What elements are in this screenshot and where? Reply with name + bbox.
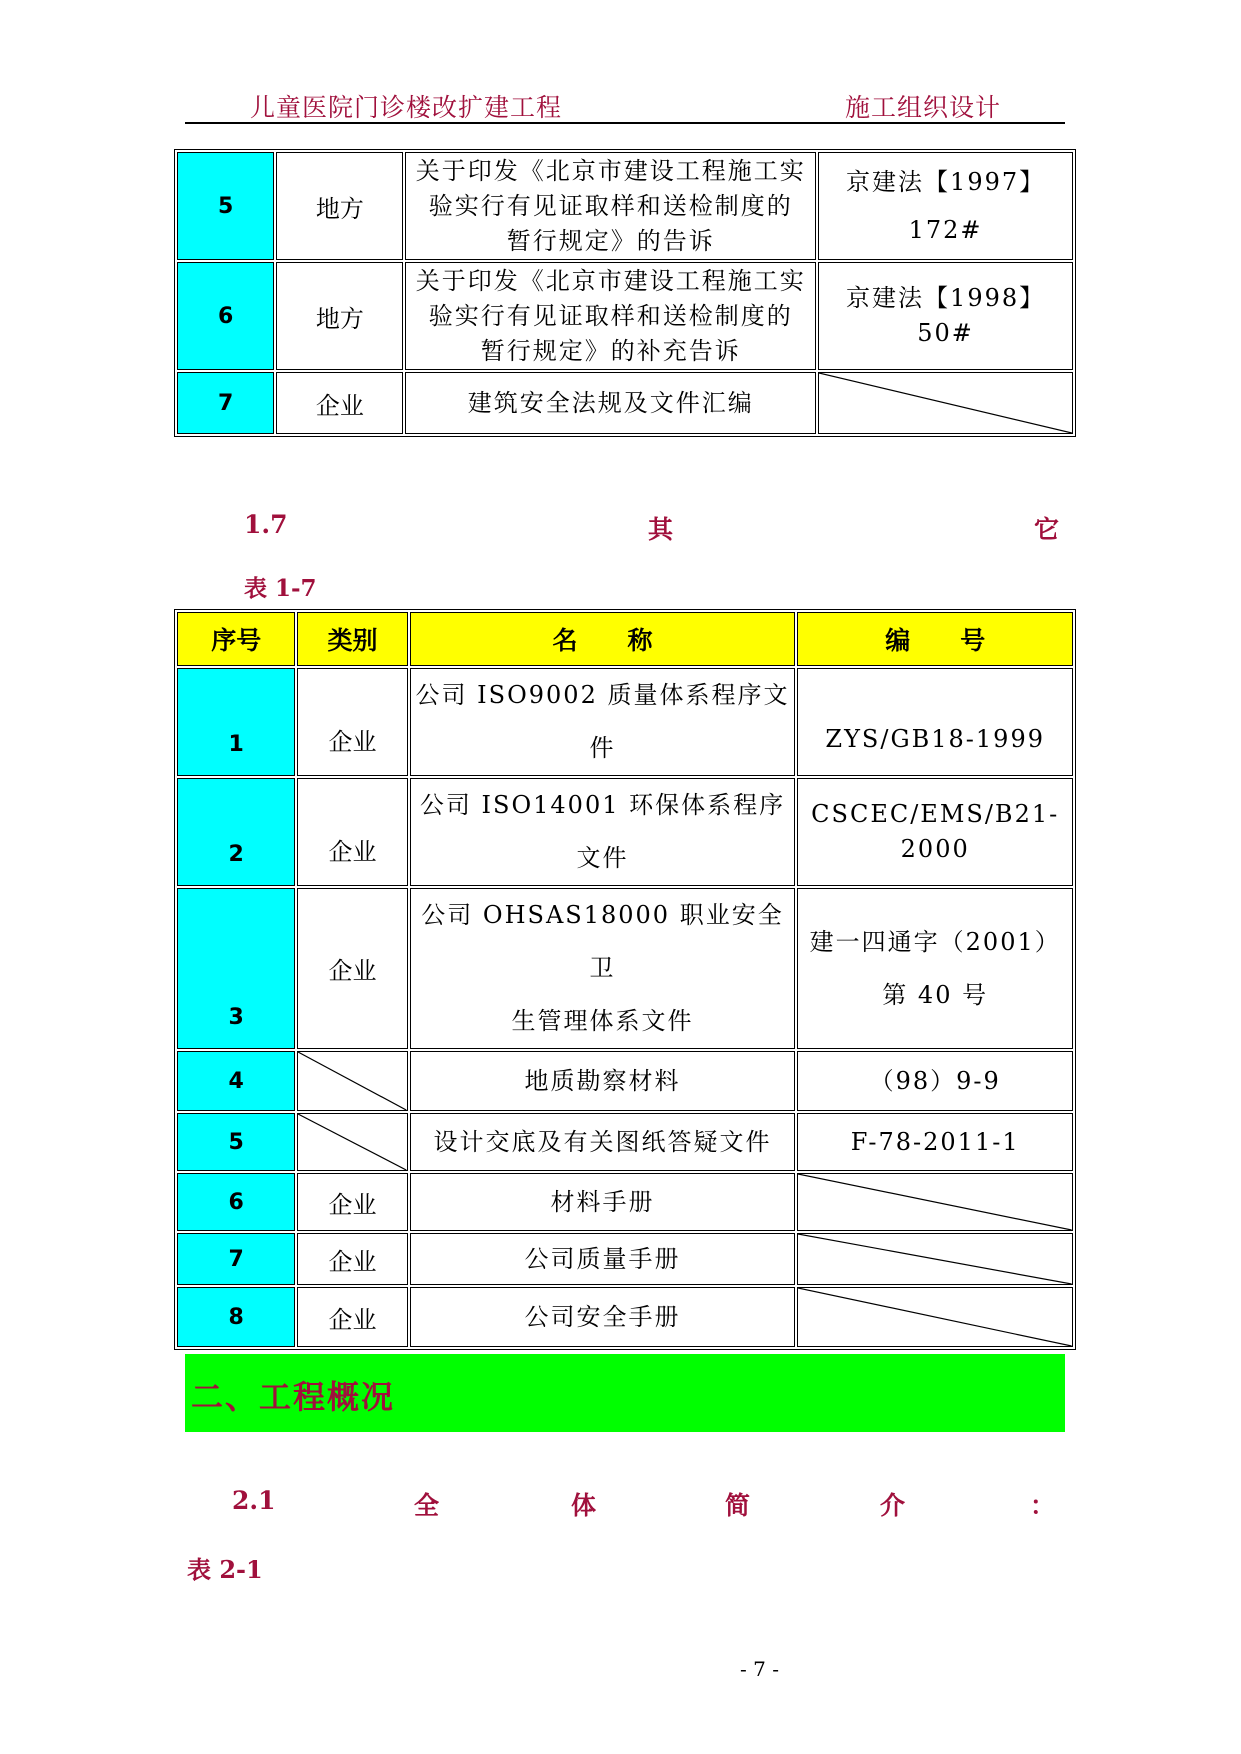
- empty-category-slash: [297, 1113, 407, 1171]
- row-name: 地质勘察材料: [410, 1051, 796, 1111]
- table-row: [177, 372, 1073, 434]
- table-row: [177, 1233, 1073, 1285]
- row-name: [410, 888, 796, 1049]
- row-number: 5: [177, 152, 274, 260]
- page-number: - 7 -: [740, 1657, 779, 1681]
- name-line: 件: [589, 734, 616, 762]
- row-category: 企业: [297, 668, 407, 776]
- row-category: 企业: [297, 1173, 407, 1231]
- name-line: 生管理体系文件: [511, 1007, 694, 1035]
- table-1-7-label: 表 1-7: [244, 575, 317, 602]
- section-2-1-char: 介: [880, 1491, 906, 1520]
- row-code: [818, 152, 1073, 260]
- table-row: [177, 888, 1073, 1049]
- row-category: 地方: [276, 262, 403, 370]
- table-row: [177, 778, 1073, 886]
- other-documents-table: [174, 609, 1076, 1350]
- section-1-7-number: 1.7: [244, 510, 288, 539]
- row-name: 公司质量手册: [410, 1233, 796, 1285]
- name-line: 文件: [576, 844, 629, 872]
- col-header-seq: 序号: [177, 612, 295, 666]
- row-name: 材料手册: [410, 1173, 796, 1231]
- empty-category-slash: [297, 1051, 407, 1111]
- row-number: 3: [177, 888, 295, 1049]
- row-category: 企业: [276, 372, 403, 434]
- row-name: 建筑安全法规及文件汇编: [405, 372, 816, 434]
- section-2-1-number: 2.1: [232, 1486, 276, 1515]
- row-code: 京建法【1998】50#: [818, 262, 1073, 370]
- row-number: 1: [177, 668, 295, 776]
- row-code: （98）9-9: [797, 1051, 1073, 1111]
- row-category: 企业: [297, 1287, 407, 1347]
- regulations-table: [174, 149, 1076, 437]
- section-1-7-title-b: 它: [1034, 515, 1060, 544]
- table-2-1-label: 表 2-1: [187, 1555, 263, 1584]
- row-name: [405, 152, 816, 260]
- row-code: F-78-2011-1: [797, 1113, 1073, 1171]
- col-header-code: 编 号: [797, 612, 1073, 666]
- page-header: [185, 82, 1065, 124]
- table-row: [177, 1051, 1073, 1111]
- name-line: 公司 ISO9002 质量体系程序文: [415, 681, 790, 709]
- section-2-1-char: ：: [1030, 1491, 1056, 1520]
- row-number: 4: [177, 1051, 295, 1111]
- name-line: 关于印发《北京市建设工程施工实: [415, 156, 806, 185]
- name-line: 验实行有见证取样和送检制度的: [428, 191, 793, 220]
- row-code: CSCEC/EMS/B21-2000: [797, 778, 1073, 886]
- section-2-1-char: 体: [571, 1491, 597, 1520]
- chapter-2-title: 二、工程概况: [191, 1378, 396, 1416]
- row-category: 企业: [297, 778, 407, 886]
- table-header-row: [177, 612, 1073, 666]
- row-category: 企业: [297, 1233, 407, 1285]
- row-name: [410, 778, 796, 886]
- code-line: 第 40 号: [882, 980, 989, 1009]
- code-line: 建一四通字（2001）: [809, 927, 1061, 956]
- code-line: 172#: [908, 216, 983, 244]
- table-row: [177, 668, 1073, 776]
- row-number: 6: [177, 262, 274, 370]
- row-number: 8: [177, 1287, 295, 1347]
- row-number: 7: [177, 372, 274, 434]
- section-1-7-title-a: 其: [648, 515, 674, 544]
- empty-code-slash: [797, 1173, 1073, 1231]
- name-line: 公司 OHSAS18000 职业安全卫: [421, 901, 784, 982]
- table-row: [177, 262, 1073, 370]
- row-name: 设计交底及有关图纸答疑文件: [410, 1113, 796, 1171]
- row-number: 7: [177, 1233, 295, 1285]
- row-name: [405, 262, 816, 370]
- row-name: 公司安全手册: [410, 1287, 796, 1347]
- row-category: 企业: [297, 888, 407, 1049]
- chapter-2-banner: [185, 1354, 1065, 1432]
- row-number: 5: [177, 1113, 295, 1171]
- row-number: 6: [177, 1173, 295, 1231]
- table-row: [177, 1287, 1073, 1347]
- empty-code-slash: [797, 1233, 1073, 1285]
- row-name: [410, 668, 796, 776]
- section-2-1-char: 简: [725, 1491, 751, 1520]
- row-category: 地方: [276, 152, 403, 260]
- header-project-name: 儿童医院门诊楼改扩建工程: [250, 93, 563, 122]
- row-code: ZYS/GB18-1999: [797, 668, 1073, 776]
- empty-code-slash: [797, 1287, 1073, 1347]
- row-code: [797, 888, 1073, 1049]
- table-row: [177, 152, 1073, 260]
- table-row: [177, 1173, 1073, 1231]
- code-line: 京建法【1997】: [846, 168, 1046, 196]
- table-row: [177, 1113, 1073, 1171]
- name-line: 验实行有见证取样和送检制度的: [428, 301, 793, 330]
- row-number: 2: [177, 778, 295, 886]
- name-line: 公司 ISO14001 环保体系程序: [419, 791, 786, 819]
- name-line: 关于印发《北京市建设工程施工实: [415, 266, 806, 295]
- name-line: 暂行规定》的告诉: [506, 226, 715, 255]
- col-header-category: 类别: [297, 612, 407, 666]
- name-line: 暂行规定》的补充告诉: [480, 336, 741, 365]
- empty-code-slash: [818, 372, 1073, 434]
- section-2-1-char: 全: [414, 1491, 440, 1520]
- header-doc-title: 施工组织设计: [845, 93, 1002, 122]
- col-header-name: 名 称: [410, 612, 796, 666]
